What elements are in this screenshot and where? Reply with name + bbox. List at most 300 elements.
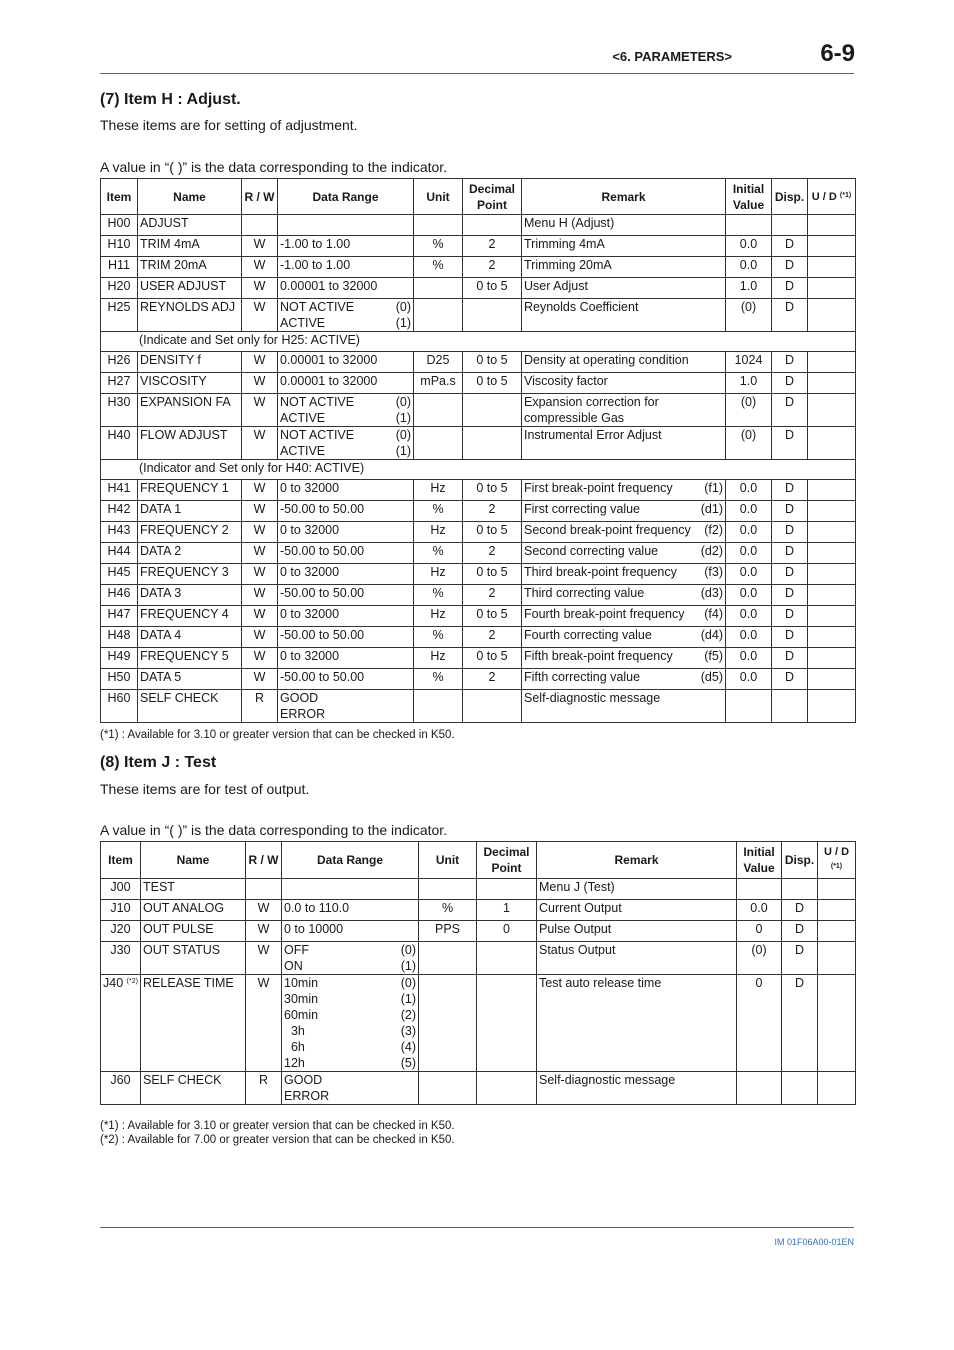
range-option-label: NOT ACTIVE xyxy=(280,428,355,442)
cell-unit: mPa.s xyxy=(414,373,463,394)
range-option-code: (1) xyxy=(395,444,411,458)
remark-text: Third correcting value xyxy=(524,586,645,600)
cell-rw: W xyxy=(242,236,278,257)
cell-disp: D xyxy=(772,394,808,427)
item-code: H25 xyxy=(107,300,131,314)
section-j-title: (8) Item J : Test xyxy=(100,754,217,771)
range-option-code: (0) xyxy=(400,943,416,957)
cell-ud xyxy=(808,564,856,585)
cell-unit: Hz xyxy=(414,522,463,543)
cell-item xyxy=(101,1072,141,1105)
cell-range: -50.00 to 50.00 xyxy=(278,669,414,690)
cell-name: OUT STATUS xyxy=(141,942,246,975)
cell-rw: W xyxy=(242,480,278,501)
item-code: H00 xyxy=(107,216,131,230)
cell-decimal: 2 xyxy=(463,236,522,257)
remark-line xyxy=(524,606,723,622)
cell-name: ADJUST xyxy=(138,215,242,236)
cell-item xyxy=(101,480,138,501)
col-name: Name xyxy=(141,842,246,879)
remark-text: Second correcting value xyxy=(524,544,659,558)
cell-range: -50.00 to 50.00 xyxy=(278,627,414,648)
cell-item xyxy=(101,394,138,427)
section-h-title: (7) Item H : Adjust. xyxy=(100,91,241,108)
cell-rw: W xyxy=(242,648,278,669)
cell-disp: D xyxy=(782,900,818,921)
cell-ud xyxy=(808,690,856,723)
cell-decimal: 0 to 5 xyxy=(463,480,522,501)
item-code: J10 xyxy=(110,901,131,915)
cell-initial: 0.0 xyxy=(726,627,772,648)
cell-unit xyxy=(414,394,463,427)
col-unit: Unit xyxy=(414,179,463,215)
cell-name: DATA 4 xyxy=(138,627,242,648)
cell-decimal: 0 to 5 xyxy=(463,373,522,394)
cell-decimal: 0 to 5 xyxy=(463,278,522,299)
range-option-label: GOOD xyxy=(284,1073,323,1087)
cell-unit: % xyxy=(419,900,477,921)
cell-range: 0 to 32000 xyxy=(278,522,414,543)
cell-remark: Density at operating condition xyxy=(522,352,726,373)
range-option-code: (2) xyxy=(400,1008,416,1022)
cell-range xyxy=(278,427,414,460)
cell-range xyxy=(282,975,419,1072)
cell-range: 0.00001 to 32000 xyxy=(278,373,414,394)
remark-text: Fourth correcting value xyxy=(524,628,652,642)
cell-range: 0 to 32000 xyxy=(278,480,414,501)
remark-line xyxy=(524,501,723,517)
cell-remark: Trimming 20mA xyxy=(522,257,726,278)
table-row xyxy=(101,543,856,564)
cell-ud xyxy=(818,942,856,975)
cell-ud xyxy=(808,585,856,606)
cell-decimal: 0 xyxy=(477,921,537,942)
cell-unit: % xyxy=(414,257,463,278)
cell-remark: Pulse Output xyxy=(537,921,737,942)
cell-rw: W xyxy=(242,564,278,585)
range-option-label: ERROR xyxy=(280,707,326,721)
cell-item xyxy=(101,522,138,543)
range-option xyxy=(284,1055,416,1071)
cell-ud xyxy=(808,648,856,669)
item-code: J60 xyxy=(110,1073,131,1087)
cell-item xyxy=(101,352,138,373)
remark-line xyxy=(524,543,723,559)
cell-initial: (0) xyxy=(726,394,772,427)
remark-text: First correcting value xyxy=(524,502,641,516)
range-option xyxy=(280,315,411,331)
remark-code: (f5) xyxy=(704,649,723,663)
cell-initial: (0) xyxy=(726,299,772,332)
cell-item xyxy=(101,278,138,299)
item-code: J20 xyxy=(110,922,131,936)
cell-name: DATA 2 xyxy=(138,543,242,564)
cell-item xyxy=(101,975,141,1072)
cell-remark xyxy=(522,501,726,522)
cell-disp: D xyxy=(772,257,808,278)
cell-initial: 0.0 xyxy=(726,543,772,564)
col-range: Data Range xyxy=(282,842,419,879)
cell-name: TEST xyxy=(141,879,246,900)
cell-item xyxy=(101,299,138,332)
cell-name: TRIM 20mA xyxy=(138,257,242,278)
cell-rw: W xyxy=(242,373,278,394)
remark-code: (f4) xyxy=(704,607,723,621)
cell-item xyxy=(101,373,138,394)
cell-item xyxy=(101,543,138,564)
item-j-table xyxy=(100,841,856,1105)
table-row xyxy=(101,427,856,460)
range-option xyxy=(280,394,411,410)
cell-disp: D xyxy=(772,585,808,606)
cell-item xyxy=(101,585,138,606)
cell-decimal: 0 to 5 xyxy=(463,352,522,373)
cell-item xyxy=(101,648,138,669)
cell-range: 0 to 10000 xyxy=(282,921,419,942)
cell-unit: % xyxy=(414,236,463,257)
table-row xyxy=(101,879,856,900)
cell-range: -50.00 to 50.00 xyxy=(278,501,414,522)
cell-item xyxy=(101,215,138,236)
item-code: H45 xyxy=(107,565,131,579)
cell-rw: W xyxy=(242,543,278,564)
cell-initial: 0.0 xyxy=(726,648,772,669)
cell-remark: Menu H (Adjust) xyxy=(522,215,726,236)
document-id: IM 01F06A00-01EN xyxy=(774,1237,854,1247)
cell-initial xyxy=(737,879,782,900)
table-row xyxy=(101,257,856,278)
range-option xyxy=(280,299,411,315)
cell-initial xyxy=(726,690,772,723)
remark-line xyxy=(524,522,723,538)
cell-ud xyxy=(818,879,856,900)
cell-item xyxy=(101,690,138,723)
cell-rw xyxy=(242,215,278,236)
cell-initial: 0.0 xyxy=(726,606,772,627)
cell-initial: 1.0 xyxy=(726,278,772,299)
chapter-heading: <6. PARAMETERS> xyxy=(612,49,732,64)
range-option xyxy=(284,942,416,958)
cell-name: FLOW ADJUST xyxy=(138,427,242,460)
table-row xyxy=(101,690,856,723)
remark-text: Fifth break-point frequency xyxy=(524,649,673,663)
section-j-intro: These items are for test of output. xyxy=(100,781,310,797)
table-row xyxy=(101,669,856,690)
cell-range: 0 to 32000 xyxy=(278,606,414,627)
col-remark: Remark xyxy=(537,842,737,879)
item-code: H40 xyxy=(107,428,131,442)
remark-code: (f2) xyxy=(704,523,723,537)
cell-range: 0.00001 to 32000 xyxy=(278,352,414,373)
cell-ud xyxy=(808,627,856,648)
cell-range: 0.0 to 110.0 xyxy=(282,900,419,921)
col-decimal: Decimal Point xyxy=(477,842,537,879)
cell-item xyxy=(101,879,141,900)
cell-initial: 0.0 xyxy=(726,564,772,585)
table-row xyxy=(101,975,856,1072)
cell-name: OUT ANALOG xyxy=(141,900,246,921)
table-span-row xyxy=(101,332,856,352)
cell-rw: W xyxy=(242,501,278,522)
cell-remark xyxy=(522,480,726,501)
col-item: Item xyxy=(101,842,141,879)
cell-rw: W xyxy=(246,942,282,975)
cell-unit: Hz xyxy=(414,480,463,501)
cell-item xyxy=(101,900,141,921)
col-ud: U / D $^{(*1)}$ xyxy=(808,179,856,215)
cell-unit: % xyxy=(414,627,463,648)
cell-name: DENSITY f xyxy=(138,352,242,373)
cell-unit: % xyxy=(414,669,463,690)
range-option xyxy=(284,1072,416,1088)
cell-rw: W xyxy=(242,627,278,648)
item-code: J00 xyxy=(110,880,131,894)
table-row xyxy=(101,942,856,975)
cell-name: FREQUENCY 2 xyxy=(138,522,242,543)
cell-item xyxy=(101,564,138,585)
cell-unit: Hz xyxy=(414,564,463,585)
cell-remark: Expansion correction for compressible Gas xyxy=(522,394,726,427)
range-option-label: NOT ACTIVE xyxy=(280,300,355,314)
table-span-row xyxy=(101,460,856,480)
range-option-code: (1) xyxy=(395,411,411,425)
cell-initial: 0.0 xyxy=(726,522,772,543)
cell-decimal xyxy=(463,215,522,236)
cell-remark: Menu J (Test) xyxy=(537,879,737,900)
table-row xyxy=(101,501,856,522)
cell-range: -50.00 to 50.00 xyxy=(278,543,414,564)
cell-name: FREQUENCY 4 xyxy=(138,606,242,627)
span-note: (Indicate and Set only for H25: ACTIVE) xyxy=(101,332,856,352)
cell-unit xyxy=(414,299,463,332)
range-option-code: (0) xyxy=(400,976,416,990)
range-option-label: 3h xyxy=(284,1024,305,1038)
remark-line xyxy=(524,648,723,664)
cell-ud xyxy=(808,522,856,543)
cell-rw: W xyxy=(242,352,278,373)
table-row xyxy=(101,394,856,427)
table-row xyxy=(101,299,856,332)
cell-initial: (0) xyxy=(726,427,772,460)
cell-rw: R xyxy=(246,1072,282,1105)
cell-decimal: 1 xyxy=(477,900,537,921)
cell-item xyxy=(101,501,138,522)
cell-disp: D xyxy=(782,921,818,942)
item-code: H46 xyxy=(107,586,131,600)
cell-item xyxy=(101,236,138,257)
cell-name: DATA 1 xyxy=(138,501,242,522)
range-option xyxy=(280,690,411,706)
cell-rw: R xyxy=(242,690,278,723)
cell-decimal xyxy=(477,942,537,975)
item-code: H10 xyxy=(107,237,131,251)
item-code: H20 xyxy=(107,279,131,293)
cell-remark xyxy=(522,627,726,648)
cell-initial xyxy=(726,215,772,236)
cell-unit: Hz xyxy=(414,606,463,627)
cell-name: OUT PULSE xyxy=(141,921,246,942)
range-option xyxy=(284,1039,416,1055)
cell-decimal: 2 xyxy=(463,257,522,278)
cell-unit xyxy=(414,278,463,299)
cell-remark: Reynolds Coefficient xyxy=(522,299,726,332)
cell-disp: D xyxy=(772,236,808,257)
cell-range xyxy=(278,215,414,236)
cell-decimal: 2 xyxy=(463,585,522,606)
cell-remark xyxy=(522,522,726,543)
range-option-label: ERROR xyxy=(284,1089,330,1103)
section-j-footnote-2: (*2) : Available for 7.00 or greater version that can be checked in K50. xyxy=(100,1134,455,1146)
cell-decimal: 0 to 5 xyxy=(463,564,522,585)
range-option xyxy=(284,1023,416,1039)
range-option-code: (1) xyxy=(395,316,411,330)
table-row xyxy=(101,564,856,585)
cell-name: FREQUENCY 3 xyxy=(138,564,242,585)
col-ud: U / D $^{(*1)}$ xyxy=(818,842,856,879)
cell-unit xyxy=(419,1072,477,1105)
cell-disp: D xyxy=(772,627,808,648)
range-option xyxy=(284,975,416,991)
table-row xyxy=(101,236,856,257)
cell-disp: D xyxy=(772,299,808,332)
cell-decimal xyxy=(463,394,522,427)
item-code: H41 xyxy=(107,481,131,495)
remark-line xyxy=(524,627,723,643)
cell-name: FREQUENCY 5 xyxy=(138,648,242,669)
cell-disp: D xyxy=(772,543,808,564)
item-code: H27 xyxy=(107,374,131,388)
cell-ud xyxy=(818,1072,856,1105)
remark-line xyxy=(524,585,723,601)
cell-unit xyxy=(419,975,477,1072)
cell-ud xyxy=(818,921,856,942)
range-option-code: (1) xyxy=(400,959,416,973)
cell-unit xyxy=(414,215,463,236)
col-range: Data Range xyxy=(278,179,414,215)
cell-rw: W xyxy=(242,394,278,427)
cell-remark: User Adjust xyxy=(522,278,726,299)
range-option-label: ACTIVE xyxy=(280,444,326,458)
cell-decimal xyxy=(463,690,522,723)
range-option-label: OFF xyxy=(284,943,309,957)
item-footnote-ref: (*2) xyxy=(126,978,138,985)
cell-decimal: 0 to 5 xyxy=(463,606,522,627)
table-header-row xyxy=(101,842,856,879)
cell-decimal xyxy=(477,1072,537,1105)
cell-item xyxy=(101,427,138,460)
range-option-code: (0) xyxy=(395,395,411,409)
cell-disp: D xyxy=(772,480,808,501)
remark-code: (d1) xyxy=(700,502,723,516)
item-h-table xyxy=(100,178,856,723)
col-unit: Unit xyxy=(419,842,477,879)
range-option xyxy=(284,958,416,974)
range-option xyxy=(280,443,411,459)
item-code: H42 xyxy=(107,502,131,516)
range-option-label: ACTIVE xyxy=(280,316,326,330)
col-item: Item xyxy=(101,179,138,215)
item-code: J30 xyxy=(110,943,131,957)
range-option-label: 12h xyxy=(284,1056,305,1070)
cell-ud xyxy=(808,501,856,522)
remark-code: (d4) xyxy=(700,628,723,642)
cell-decimal xyxy=(477,975,537,1072)
item-code: H50 xyxy=(107,670,131,684)
cell-initial: 0.0 xyxy=(726,585,772,606)
header-rule xyxy=(100,73,854,74)
remark-code: (f1) xyxy=(704,481,723,495)
cell-disp xyxy=(782,879,818,900)
cell-disp: D xyxy=(772,427,808,460)
cell-rw: W xyxy=(242,585,278,606)
item-code: H26 xyxy=(107,353,131,367)
cell-rw xyxy=(246,879,282,900)
range-option-code: (4) xyxy=(400,1040,416,1054)
cell-rw: W xyxy=(242,278,278,299)
cell-decimal: 0 to 5 xyxy=(463,522,522,543)
item-code: H49 xyxy=(107,649,131,663)
cell-rw: W xyxy=(242,257,278,278)
cell-rw: W xyxy=(242,427,278,460)
range-option xyxy=(284,1088,416,1104)
range-option-code: (0) xyxy=(395,428,411,442)
cell-rw: W xyxy=(242,522,278,543)
remark-line xyxy=(524,480,723,496)
cell-rw: W xyxy=(242,606,278,627)
cell-item xyxy=(101,606,138,627)
cell-name: DATA 5 xyxy=(138,669,242,690)
cell-ud xyxy=(808,606,856,627)
remark-line xyxy=(524,669,723,685)
cell-ud xyxy=(808,427,856,460)
cell-ud xyxy=(808,394,856,427)
cell-initial: 0.0 xyxy=(726,669,772,690)
range-option-label: 30min xyxy=(284,992,319,1006)
range-option xyxy=(280,706,411,722)
cell-item xyxy=(101,257,138,278)
remark-text: Second break-point frequency xyxy=(524,523,691,537)
cell-unit xyxy=(414,690,463,723)
cell-ud xyxy=(808,373,856,394)
cell-remark xyxy=(522,648,726,669)
cell-initial: 0.0 xyxy=(726,480,772,501)
range-option-code: (3) xyxy=(400,1024,416,1038)
cell-range: -1.00 to 1.00 xyxy=(278,257,414,278)
col-disp: Disp. xyxy=(772,179,808,215)
cell-name: REYNOLDS ADJ xyxy=(138,299,242,332)
cell-name: TRIM 4mA xyxy=(138,236,242,257)
cell-remark: Viscosity factor xyxy=(522,373,726,394)
item-code: H11 xyxy=(107,258,130,272)
range-option xyxy=(284,1007,416,1023)
cell-ud xyxy=(808,236,856,257)
cell-name: DATA 3 xyxy=(138,585,242,606)
cell-initial: 1024 xyxy=(726,352,772,373)
cell-ud xyxy=(818,975,856,1072)
cell-initial: 1.0 xyxy=(726,373,772,394)
cell-disp: D xyxy=(772,352,808,373)
cell-disp: D xyxy=(782,942,818,975)
range-option-code: (5) xyxy=(400,1056,416,1070)
cell-range xyxy=(282,1072,419,1105)
remark-code: (d2) xyxy=(700,544,723,558)
table-row xyxy=(101,373,856,394)
remark-code: (d3) xyxy=(700,586,723,600)
cell-range: -1.00 to 1.00 xyxy=(278,236,414,257)
cell-range xyxy=(282,942,419,975)
cell-disp xyxy=(782,1072,818,1105)
section-h-intro: These items are for setting of adjustment. xyxy=(100,117,358,133)
